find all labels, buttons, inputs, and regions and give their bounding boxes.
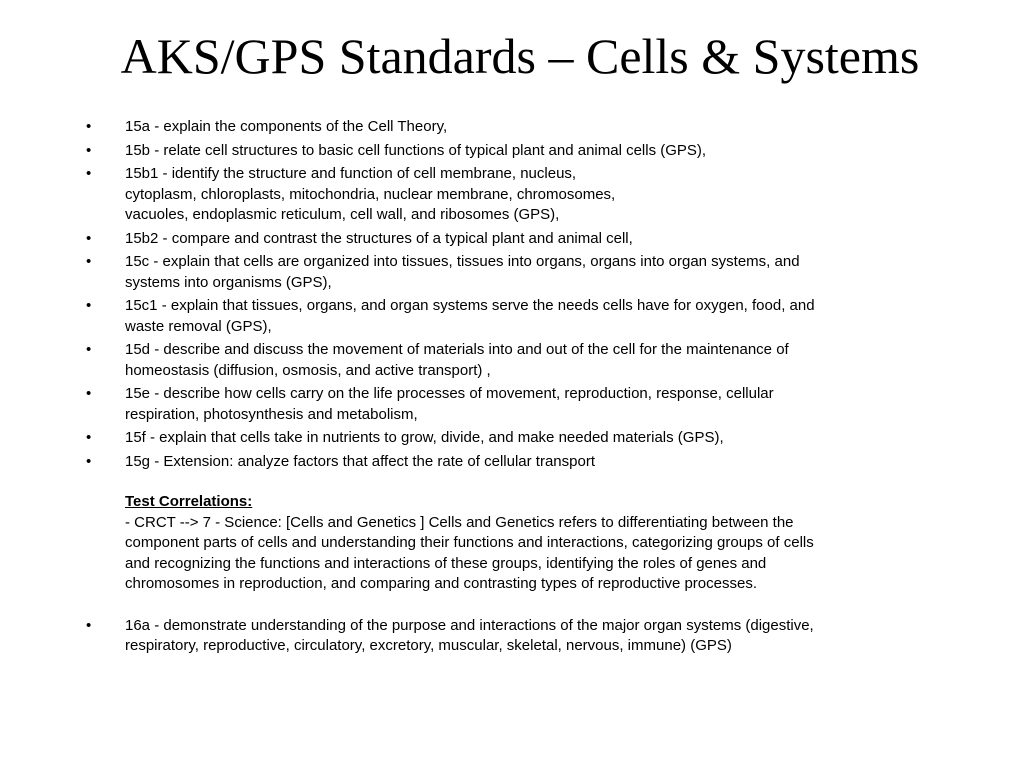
item-text bbox=[125, 252, 920, 293]
item-line: vacuoles, endoplasmic reticulum, cell wall, and ribosomes (GPS), bbox=[125, 206, 560, 223]
item-line: 15b - relate cell structures to basic cell functions of typical plant and animal cells (GPS), bbox=[125, 141, 707, 159]
bullet-icon: • bbox=[86, 452, 92, 470]
correlation-line: component parts of cells and understanding their functions and interactions, categorizing groups of cells bbox=[125, 534, 814, 551]
bullet-icon: • bbox=[86, 165, 92, 182]
item-text bbox=[125, 117, 920, 138]
bullet-icon: • bbox=[86, 341, 92, 358]
item-line: 15g - Extension: analyze factors that affect the rate of cellular transport bbox=[125, 452, 595, 470]
item-line: respiration, photosynthesis and metabolism, bbox=[125, 405, 418, 423]
test-correlations bbox=[125, 492, 920, 595]
list-item bbox=[0, 141, 1024, 162]
list-item bbox=[0, 229, 1024, 250]
correlation-line: and recognizing the functions and interactions of these groups, identifying the roles of genes and bbox=[125, 554, 767, 572]
correlation-line: - CRCT --> 7 - Science: [Cells and Genetics ] Cells and Genetics refers to differentiating between the bbox=[125, 513, 794, 531]
list-item bbox=[0, 252, 1024, 293]
item-line: waste removal (GPS), bbox=[125, 317, 272, 335]
item-line: 15c - explain that cells are organized into tissues, tissues into organs, organs into organ systems, and bbox=[125, 253, 800, 270]
bullet-icon: • bbox=[86, 385, 92, 402]
item-text bbox=[125, 141, 920, 162]
bullet-icon: • bbox=[86, 297, 92, 314]
list-item bbox=[0, 428, 1024, 449]
item-line: respiratory, reproductive, circulatory, excretory, muscular, skeletal, nervous, immune) (GPS) bbox=[125, 637, 732, 654]
bullet-icon: • bbox=[86, 229, 92, 247]
item-line: 15a - explain the components of the Cell Theory, bbox=[125, 118, 448, 135]
bullet-icon: • bbox=[86, 616, 92, 634]
item-text bbox=[125, 340, 920, 381]
item-text bbox=[125, 164, 920, 226]
test-correlations-heading: Test Correlations: bbox=[125, 493, 253, 510]
list-item bbox=[0, 340, 1024, 381]
item-line: 16a - demonstrate understanding of the purpose and interactions of the major organ systems (digestive, bbox=[125, 616, 814, 634]
list-item bbox=[0, 452, 1024, 595]
list-item bbox=[0, 117, 1024, 138]
item-line: 15f - explain that cells take in nutrients to grow, divide, and make needed materials (GPS), bbox=[125, 429, 724, 446]
bullet-icon: • bbox=[86, 253, 92, 270]
list-item bbox=[0, 296, 1024, 337]
standards-list bbox=[0, 117, 1024, 657]
correlation-line: chromosomes in reproduction, and comparing and contrasting types of reproductive processes. bbox=[125, 575, 757, 592]
item-line: 15e - describe how cells carry on the life processes of movement, reproduction, response, cellular bbox=[125, 385, 774, 402]
list-item bbox=[0, 616, 1024, 657]
item-text bbox=[125, 452, 920, 595]
list-item bbox=[0, 384, 1024, 425]
item-text bbox=[125, 384, 920, 425]
bullet-icon: • bbox=[86, 141, 92, 159]
item-text bbox=[125, 428, 920, 449]
item-text bbox=[125, 229, 920, 250]
item-line: 15c1 - explain that tissues, organs, and organ systems serve the needs cells have for oxygen, food, and bbox=[125, 297, 815, 314]
item-text bbox=[125, 616, 920, 657]
list-item bbox=[0, 164, 1024, 226]
item-text bbox=[125, 296, 920, 337]
item-line: 15d - describe and discuss the movement of materials into and out of the cell for the maintenance of bbox=[125, 341, 789, 358]
item-line: cytoplasm, chloroplasts, mitochondria, nuclear membrane, chromosomes, bbox=[125, 185, 616, 203]
bullet-icon: • bbox=[86, 118, 92, 135]
item-line: homeostasis (diffusion, osmosis, and active transport) , bbox=[125, 361, 491, 379]
slide-title: AKS/GPS Standards – Cells & Systems bbox=[120, 28, 920, 84]
item-line: 15b1 - identify the structure and function of cell membrane, nucleus, bbox=[125, 165, 577, 182]
bullet-icon: • bbox=[86, 429, 92, 446]
item-line: systems into organisms (GPS), bbox=[125, 273, 332, 291]
item-line: 15b2 - compare and contrast the structures of a typical plant and animal cell, bbox=[125, 229, 633, 247]
